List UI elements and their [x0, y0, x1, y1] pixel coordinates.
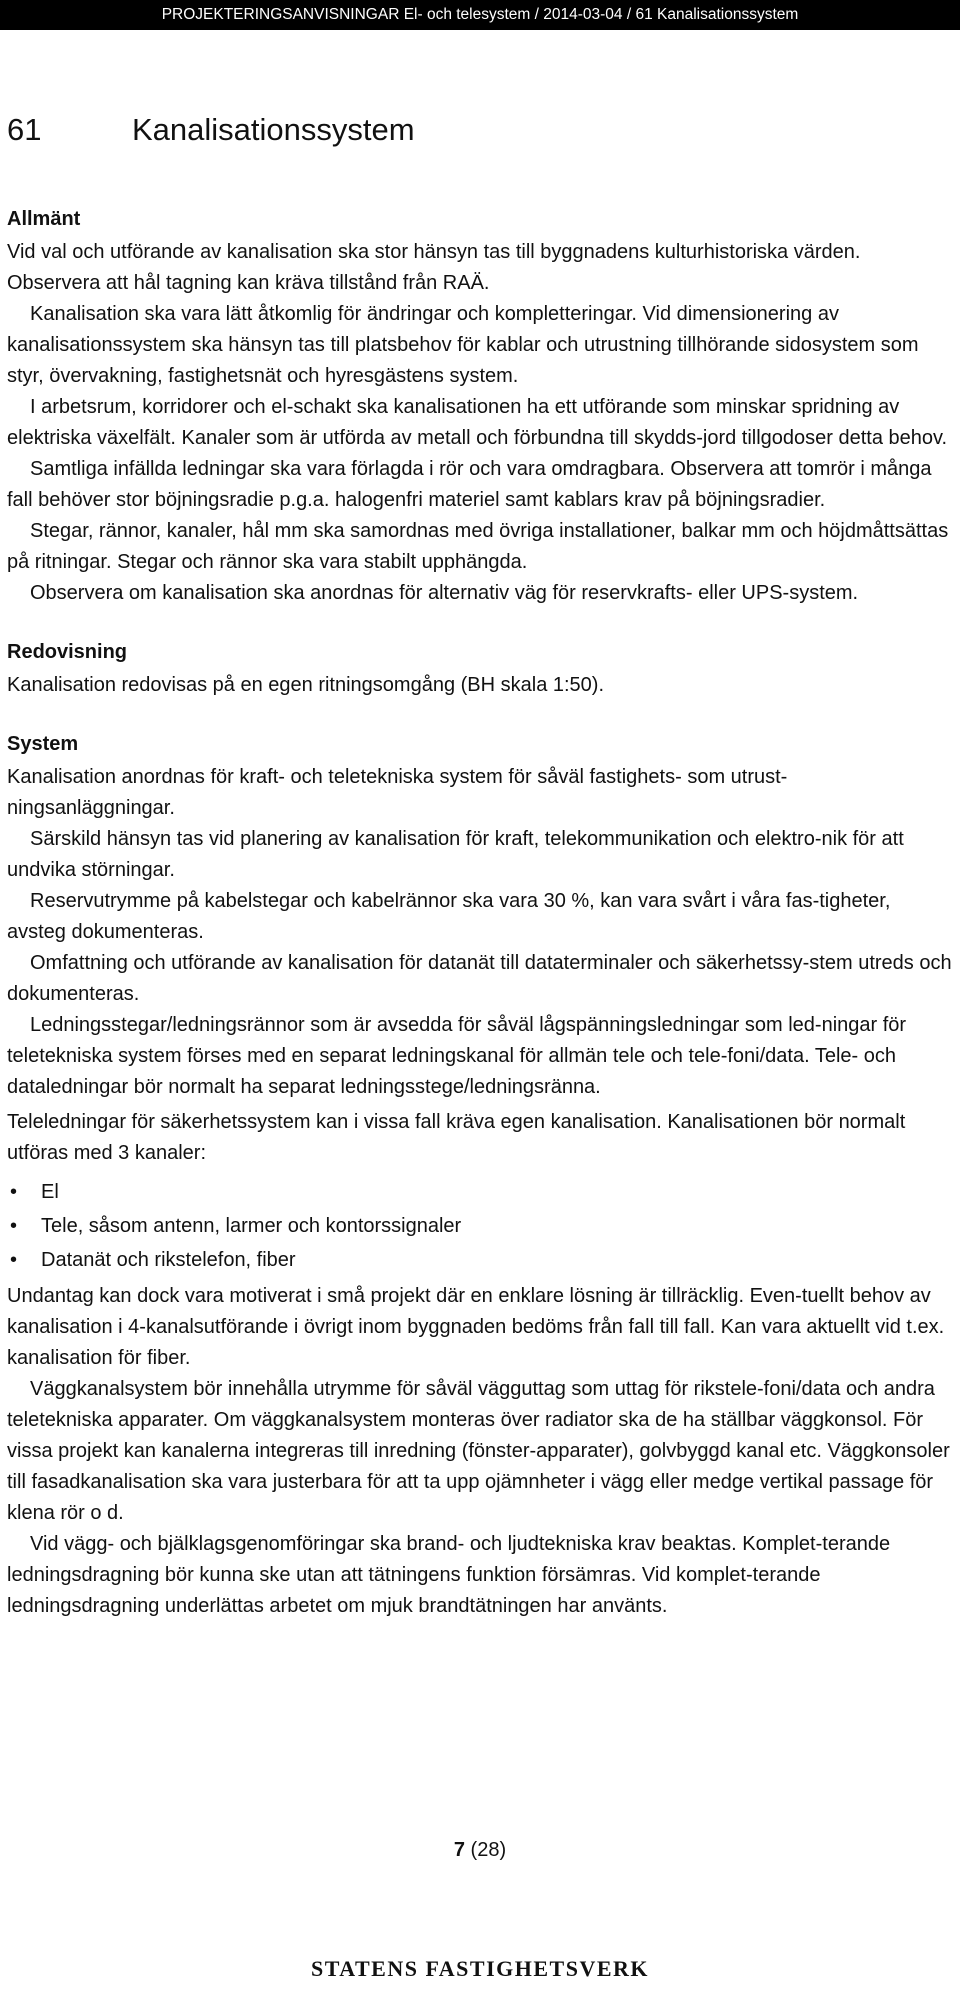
paragraph: Undantag kan dock vara motiverat i små projekt där en enklare lösning är tillräcklig. Even-tuellt behov av kanalisation i 4-kanalsutförande i övrigt inom byggnaden bedöms från fall till fall. Kan vara aktuellt vid t.ex. kanalisation för fiber. [7, 1285, 945, 1369]
chapter-heading [7, 110, 415, 150]
paragraph: Observera om kanalisation ska anordnas för alternativ väg för reservkrafts- eller UPS-system. [30, 582, 859, 604]
paragraph: I arbetsrum, korridorer och el-schakt ska kanalisationen ha ett utförande som minskar spridning av elektriska växelfält. Kanaler som är utförda av metall och förbundna till skydds-jord tillgodoser detta behov. [7, 396, 948, 449]
bullet-list [7, 1175, 953, 1277]
paragraph: Kanalisation ska vara lätt åtkomlig för ändringar och kompletteringar. Vid dimensionering av kanalisationssystem ska hänsyn tas till platsbehov för kablar och utrustning tillhörande sidosystem som styr, övervakning, fastighetsnät och hyresgästens system. [7, 303, 919, 387]
section-heading-redovisning: Redovisning [7, 641, 128, 663]
paragraph: Teleledningar för säkerhetssystem kan i vissa fall kräva egen kanalisation. Kanalisationen bör normalt utföras med 3 kanaler: [7, 1111, 906, 1164]
list-item: • Datanät och rikstelefon, fiber [7, 1243, 953, 1277]
paragraph: Reservutrymme på kabelstegar och kabelrännor ska vara 30 %, kan vara svårt i våra fas-tigheter, avsteg dokumenteras. [7, 890, 891, 943]
list-item: • Tele, såsom antenn, larmer och kontorssignaler [7, 1209, 953, 1243]
paragraph: Stegar, rännor, kanaler, hål mm ska samordnas med övriga installationer, balkar mm och höjdmåttsättas på ritningar. Stegar och rännor ska vara stabilt upphängda. [7, 520, 949, 573]
chapter-number: 61 [7, 112, 42, 147]
document-body [7, 204, 953, 1622]
paragraph: Samtliga infällda ledningar ska vara förlagda i rör och vara omdragbara. Observera att tomrör i många fall behöver stor böjningsradie p.g.a. halogenfri materiel samt kablars krav på böjningsradier. [7, 458, 932, 511]
paragraph: Särskild hänsyn tas vid planering av kanalisation för kraft, telekommunikation och elektro-nik för att undvika störningar. [7, 828, 904, 881]
bullet-icon: • [10, 1249, 18, 1271]
paragraph: Kanalisation anordnas för kraft- och teletekniska system för såväl fastighets- som utrust-ningsanläggningar. [7, 766, 788, 819]
chapter-title: Kanalisationssystem [132, 112, 415, 147]
list-item: • El [7, 1175, 953, 1209]
section-heading-allmant: Allmänt [7, 208, 81, 230]
paragraph: Kanalisation redovisas på en egen ritningsomgång (BH skala 1:50). [7, 674, 605, 696]
statens-fastighetsverk-logo: STATENS FASTIGHETSVERK [310, 1956, 650, 1981]
paragraph: Vid val och utförande av kanalisation ska stor hänsyn tas till byggnadens kulturhistoriska värden. Observera att hål tagning kan kräva tillstånd från RAÄ. [7, 241, 861, 294]
running-header: PROJEKTERINGSANVISNINGAR El- och telesystem / 2014-03-04 / 61 Kanalisationssystem [0, 0, 960, 30]
paragraph: Väggkanalsystem bör innehålla utrymme för såväl vägguttag som uttag för rikstele-foni/data och andra teletekniska apparater. Om väggkanalsystem monteras över radiator ska de ha ställbar väggkonsol. För vissa projekt kan kanalerna integreras till inredning (fönster-apparater), golvbyggd kanal etc. Väggkonsoler till fasadkanalisation ska vara justerbara för att ta upp ojämnheter i vägg eller medge vertikal passage för klena rör o d. [7, 1378, 950, 1524]
page-number [0, 1835, 960, 1865]
paragraph: Omfattning och utförande av kanalisation för datanät till dataterminaler och säkerhetssy-stem utreds och dokumenteras. [7, 952, 952, 1005]
paragraph: Ledningsstegar/ledningsrännor som är avsedda för såväl lågspänningsledningar som led-ningar för teletekniska system förses med en separat ledningskanal för allmän tele och tele-foni/data. Tele- och dataledningar bör normalt ha separat ledningsstege/ledningsränna. [7, 1014, 907, 1098]
current-page: 7 [453, 1839, 465, 1861]
total-pages: (28) [470, 1839, 507, 1861]
paragraph: Vid vägg- och bjälklagsgenomföringar ska brand- och ljudtekniska krav beaktas. Komplet-terande ledningsdragning bör kunna ske utan att tätningens funktion försämras. Vid komplet-terande ledningsdragning underlättas arbetet om mjuk brandtätningen har använts. [7, 1533, 891, 1617]
section-heading-system: System [7, 733, 79, 755]
bullet-icon: • [10, 1181, 18, 1203]
bullet-icon: • [10, 1215, 18, 1237]
